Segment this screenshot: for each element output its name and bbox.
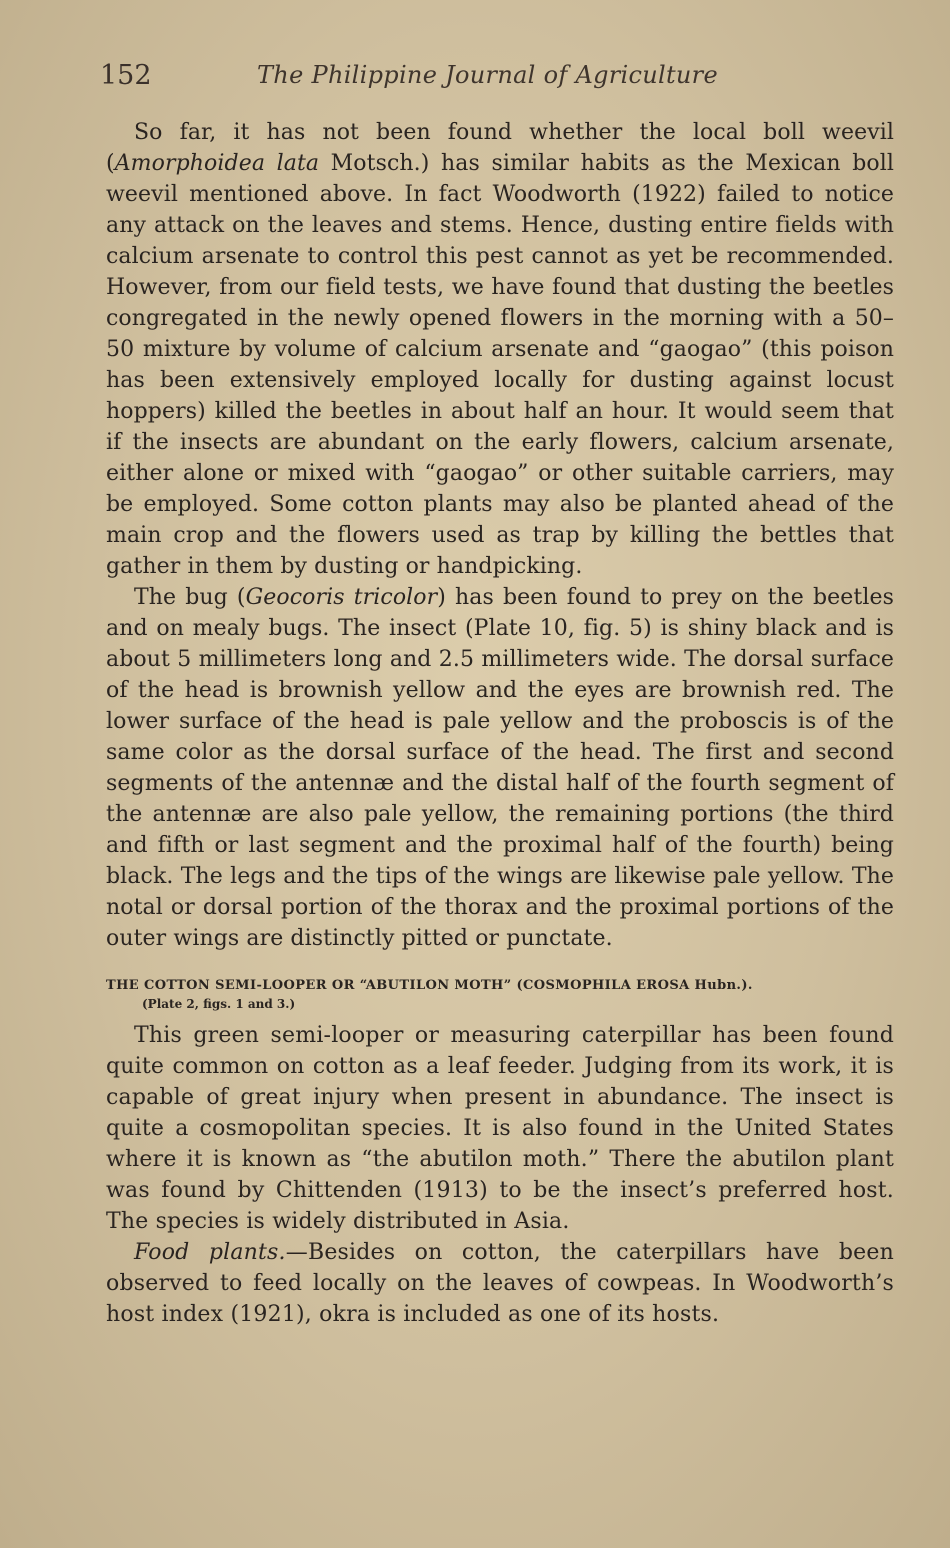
species-name: Amorphoidea lata [114,151,320,176]
article-body [106,117,894,1330]
paragraph-text: Motsch.) has similar habits as the Mexican boll weevil mentioned above. In fact Woodworth (1922) failed to notice any attack on the leaves and stems. Hence, dusting entire fields with calcium arsenate to control this pest cannot as yet be recommended. However, from our field tests, we have found that dusting the beetles congregated in the newly opened flowers in the morning with a 50–50 mixture by volume of calcium arsenate and “gaogao” (this poison has been extensively employed locally for dusting against locust hoppers) killed the beetles in about half an hour. It would seem that if the insects are abundant on the early flowers, calcium arsenate, either alone or mixed with “gaogao” or other suitable carriers, may be employed. Some cotton plants may also be planted ahead of the main crop and the flowers used as trap by killing the bettles that gather in them by dusting or handpicking. [106,151,894,579]
paragraph-geocoris [106,582,894,954]
species-name: Geocoris tricolor [245,585,438,610]
section-heading: THE COTTON SEMI-LOOPER OR “ABUTILON MOTH” (COSMOPHILA EROSA Hubn.). [106,978,753,993]
page-number: 152 [100,60,152,91]
page-header [100,60,900,100]
running-title: The Philippine Journal of Agriculture [257,61,718,89]
paragraph-text: So far, it has not been found whether the local boll weevil ( [106,120,894,176]
paragraph-boll-weevil [106,117,894,582]
paragraph-text: The bug ( [134,585,246,610]
section-cotton-semi-looper [106,976,894,1330]
paragraph-semi-looper: This green semi-looper or measuring caterpillar has been found quite common on cotton as a leaf feeder. Judging from its work, it is capable of great injury when present in abundance. The insect is quite a cosmopolitan species. It is also found in the United States where it is known as “the abutilon moth.” There the abutilon plant was found by Chittenden (1913) to be the insect’s preferred host. The species is widely distributed in Asia. [106,1023,894,1234]
plate-reference: (Plate 2, figs. 1 and 3.) [142,997,296,1011]
paragraph-text: ) has been found to prey on the beetles and on mealy bugs. The insect (Plate 10, fig. 5) is shiny black and is about 5 millimeters long and 2.5 millimeters wide. The dorsal surface of the head is brownish yellow and the eyes are brownish red. The lower surface of the head is pale yellow and the proboscis is of the same color as the dorsal surface of the head. The first and second segments of the antennæ and the distal half of the fourth segment of the antennæ are also pale yellow, the remaining portions (the third and fifth or last segment and the proximal half of the fourth) being black. The legs and the tips of the wings are likewise pale yellow. The notal or dorsal portion of the thorax and the proximal portions of the outer wings are distinctly pitted or punctate. [106,585,894,951]
subheading-food-plants: Food plants. [134,1240,286,1265]
paragraph-food-plants [106,1237,894,1330]
paragraph-text: —Besides on cotton, the caterpillars have been observed to feed locally on the leaves of cowpeas. In Woodworth’s host index (1921), okra is included as one of its hosts. [106,1240,894,1327]
